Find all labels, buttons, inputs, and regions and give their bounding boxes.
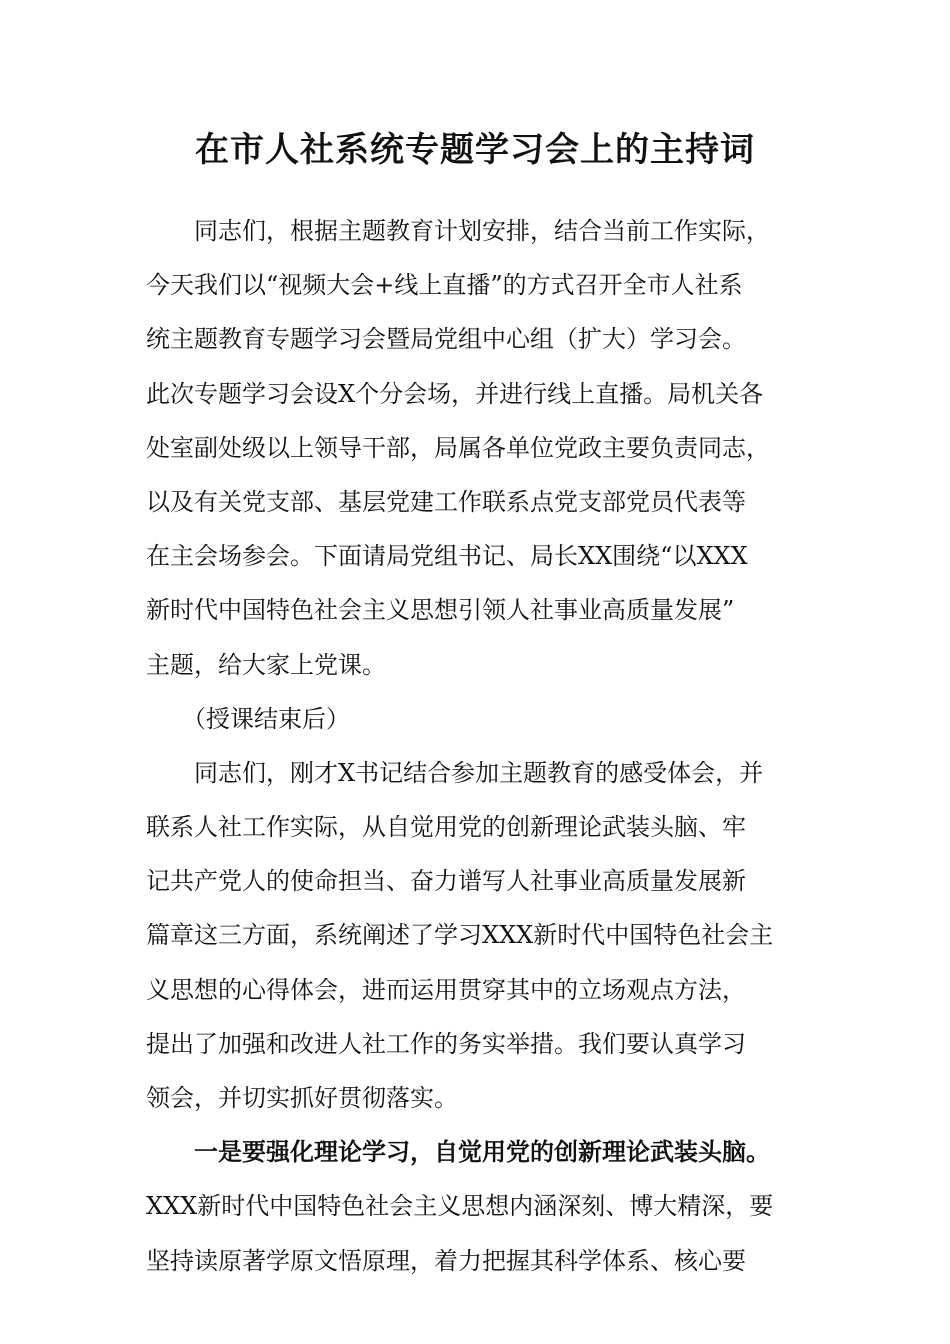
document-body: [146, 204, 810, 1288]
paragraph-line: 坚持读原著学原文悟原理，着力把握其科学体系、核心要: [146, 1246, 746, 1275]
paragraph-line: 领会，并切实抓好贯彻落实。: [146, 1084, 458, 1112]
paragraph-line: 此次专题学习会设X个分会场，并进行线上直播。局机关各: [146, 379, 764, 408]
paragraph-line: 新时代中国特色社会主义思想引领人社事业高质量发展”: [146, 596, 735, 625]
paragraph-line: 联系人社工作实际，从自觉用党的创新理论武装头脑、牢: [146, 813, 746, 842]
paragraph-line: 同志们，根据主题教育计划安排，结合当前工作实际，: [146, 217, 770, 245]
paragraph-line: （授课结束后）: [146, 704, 350, 733]
paragraph-line: 主题，给大家上党课。: [146, 650, 386, 679]
paragraph-line: 提出了加强和改进人社工作的务实举措。我们要认真学习: [146, 1029, 746, 1058]
paragraph-line: 同志们，刚才X书记结合参加主题教育的感受体会，并: [146, 758, 764, 787]
document-title: 在市人社系统专题学习会上的主持词: [195, 130, 755, 170]
paragraph-line: 统主题教育专题学习会暨局党组中心组（扩大）学习会。: [146, 325, 746, 354]
paragraph-line: 在主会场参会。下面请局党组书记、局长XX围绕“以XXX: [146, 542, 748, 571]
paragraph-line: 处室副处级以上领导干部，局属各单位党政主要负责同志，: [146, 433, 770, 462]
paragraph-line: 义思想的心得体会，进而运用贯穿其中的立场观点方法，: [146, 975, 746, 1004]
paragraph-line: 篇章这三方面，系统阐述了学习XXX新时代中国特色社会主: [146, 921, 774, 950]
paragraph-line: 记共产党人的使命担当、奋力谱写人社事业高质量发展新: [146, 867, 746, 896]
paragraph-line: 今天我们以“视频大会+线上直播”的方式召开全市人社系: [146, 271, 743, 300]
section-heading-line: 一是要强化理论学习，自觉用党的创新理论武装头脑。: [146, 1137, 770, 1167]
paragraph-line: 以及有关党支部、基层党建工作联系点党支部党员代表等: [146, 487, 746, 516]
paragraph-line: XXX新时代中国特色社会主义思想内涵深刻、博大精深，要: [146, 1192, 774, 1221]
